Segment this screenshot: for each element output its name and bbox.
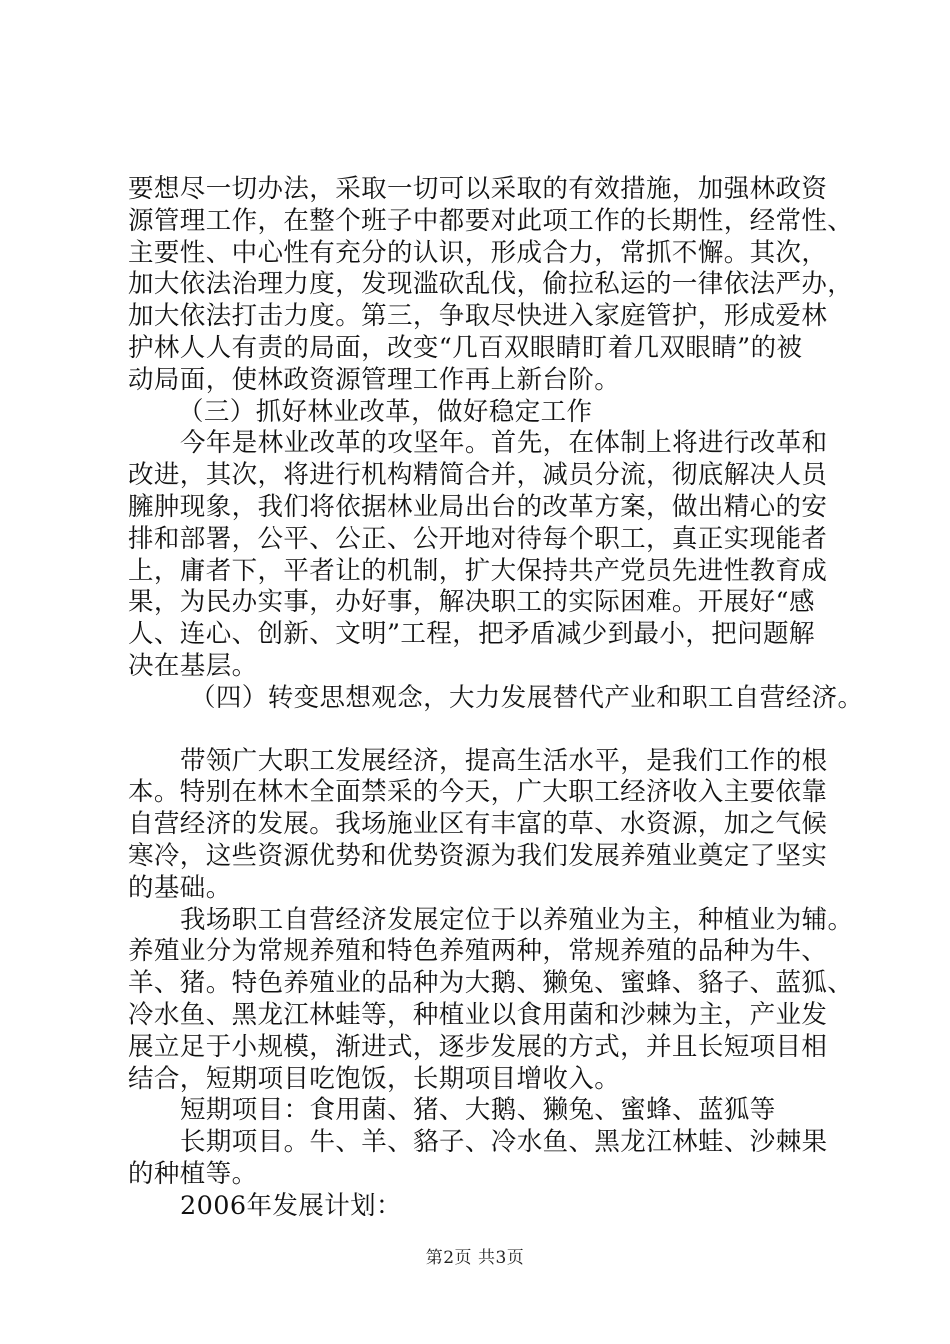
paragraph-line: 本。特别在林木全面禁采的今天，广大职工经济收入主要依靠 — [128, 777, 828, 808]
paragraph-line: 要想尽一切办法，采取一切可以采取的有效措施，加强林政资 — [128, 174, 828, 204]
section-heading-3: （三）抓好林业改革，做好稳定工作 — [178, 396, 593, 427]
paragraph-line: 加大依法治理力度，发现滥砍乱伐，偷拉私运的一律依法严办， — [128, 269, 854, 300]
paragraph-line: 果，为民办实事，办好事，解决职工的实际困难。开展好“感 — [128, 587, 815, 618]
paragraph-line: 寒冷，这些资源优势和优势资源为我们发展养殖业奠定了坚实 — [128, 840, 828, 871]
paragraph-line: 臃肿现象，我们将依据林业局出台的改革方案，做出精心的安 — [128, 491, 828, 522]
paragraph-line: 加大依法打击力度。第三，争取尽快进入家庭管护，形成爱林 — [128, 301, 828, 332]
paragraph-line: 养殖业分为常规养殖和特色养殖两种，常规养殖的品种为牛、 — [128, 936, 828, 967]
blank-line — [128, 715, 858, 746]
paragraph-line: 带领广大职工发展经济，提高生活水平，是我们工作的根 — [180, 745, 828, 776]
paragraph-line: 我场职工自营经济发展定位于以养殖业为主，种植业为辅。 — [180, 904, 854, 935]
paragraph-line: 展立足于小规模，渐进式，逐步发展的方式，并且长短项目相 — [128, 1031, 828, 1062]
paragraph-line: 人、连心、创新、文明”工程，把矛盾减少到最小，把问题解 — [128, 619, 815, 650]
paragraph-line: 动局面，使林政资源管理工作再上新台阶。 — [128, 364, 621, 395]
paragraph-line: 冷水鱼、黑龙江林蛙等，种植业以食用菌和沙棘为主，产业发 — [128, 999, 828, 1030]
paragraph-line: 今年是林业改革的攻坚年。首先，在体制上将进行改革和 — [180, 428, 828, 459]
paragraph-line: 2006年发展计划： — [180, 1190, 402, 1221]
page-footer: 第2页 共3页 — [425, 1248, 525, 1268]
document-body — [128, 174, 864, 1223]
paragraph-line: 上，庸者下，平者让的机制，扩大保持共产党员先进性教育成 — [128, 555, 828, 586]
paragraph-line: 排和部署，公平、公正、公开地对待每个职工，真正实现能者 — [128, 523, 828, 554]
paragraph-line: 羊、猪。特色养殖业的品种为大鹅、獭兔、蜜蜂、貉子、蓝狐、 — [128, 968, 854, 999]
paragraph-line: 的基础。 — [128, 872, 232, 903]
paragraph-line: 主要性、中心性有充分的认识，形成合力，常抓不懈。其次， — [128, 237, 828, 268]
paragraph-line: 长期项目。牛、羊、貉子、冷水鱼、黑龙江林蛙、沙棘果 — [180, 1127, 828, 1158]
paragraph-line: 护林人人有责的局面，改变“几百双眼睛盯着几双眼睛”的被 — [128, 332, 803, 363]
paragraph-line: 改进，其次，将进行机构精简合并，减员分流，彻底解决人员 — [128, 460, 828, 491]
paragraph-line: 结合，短期项目吃饱饭，长期项目增收入。 — [128, 1063, 621, 1094]
paragraph-line: 的种植等。 — [128, 1158, 258, 1189]
paragraph-line: 决在基层。 — [128, 650, 258, 681]
paragraph-line: 源管理工作，在整个班子中都要对此项工作的长期性，经常性、 — [128, 205, 854, 236]
paragraph-line: 短期项目：食用菌、猪、大鹅、獭兔、蜜蜂、蓝狐等 — [180, 1095, 776, 1126]
paragraph-line: 自营经济的发展。我场施业区有丰富的草、水资源，加之气候 — [128, 809, 828, 840]
section-heading-4: （四）转变思想观念，大力发展替代产业和职工自营经济。 — [190, 682, 864, 713]
